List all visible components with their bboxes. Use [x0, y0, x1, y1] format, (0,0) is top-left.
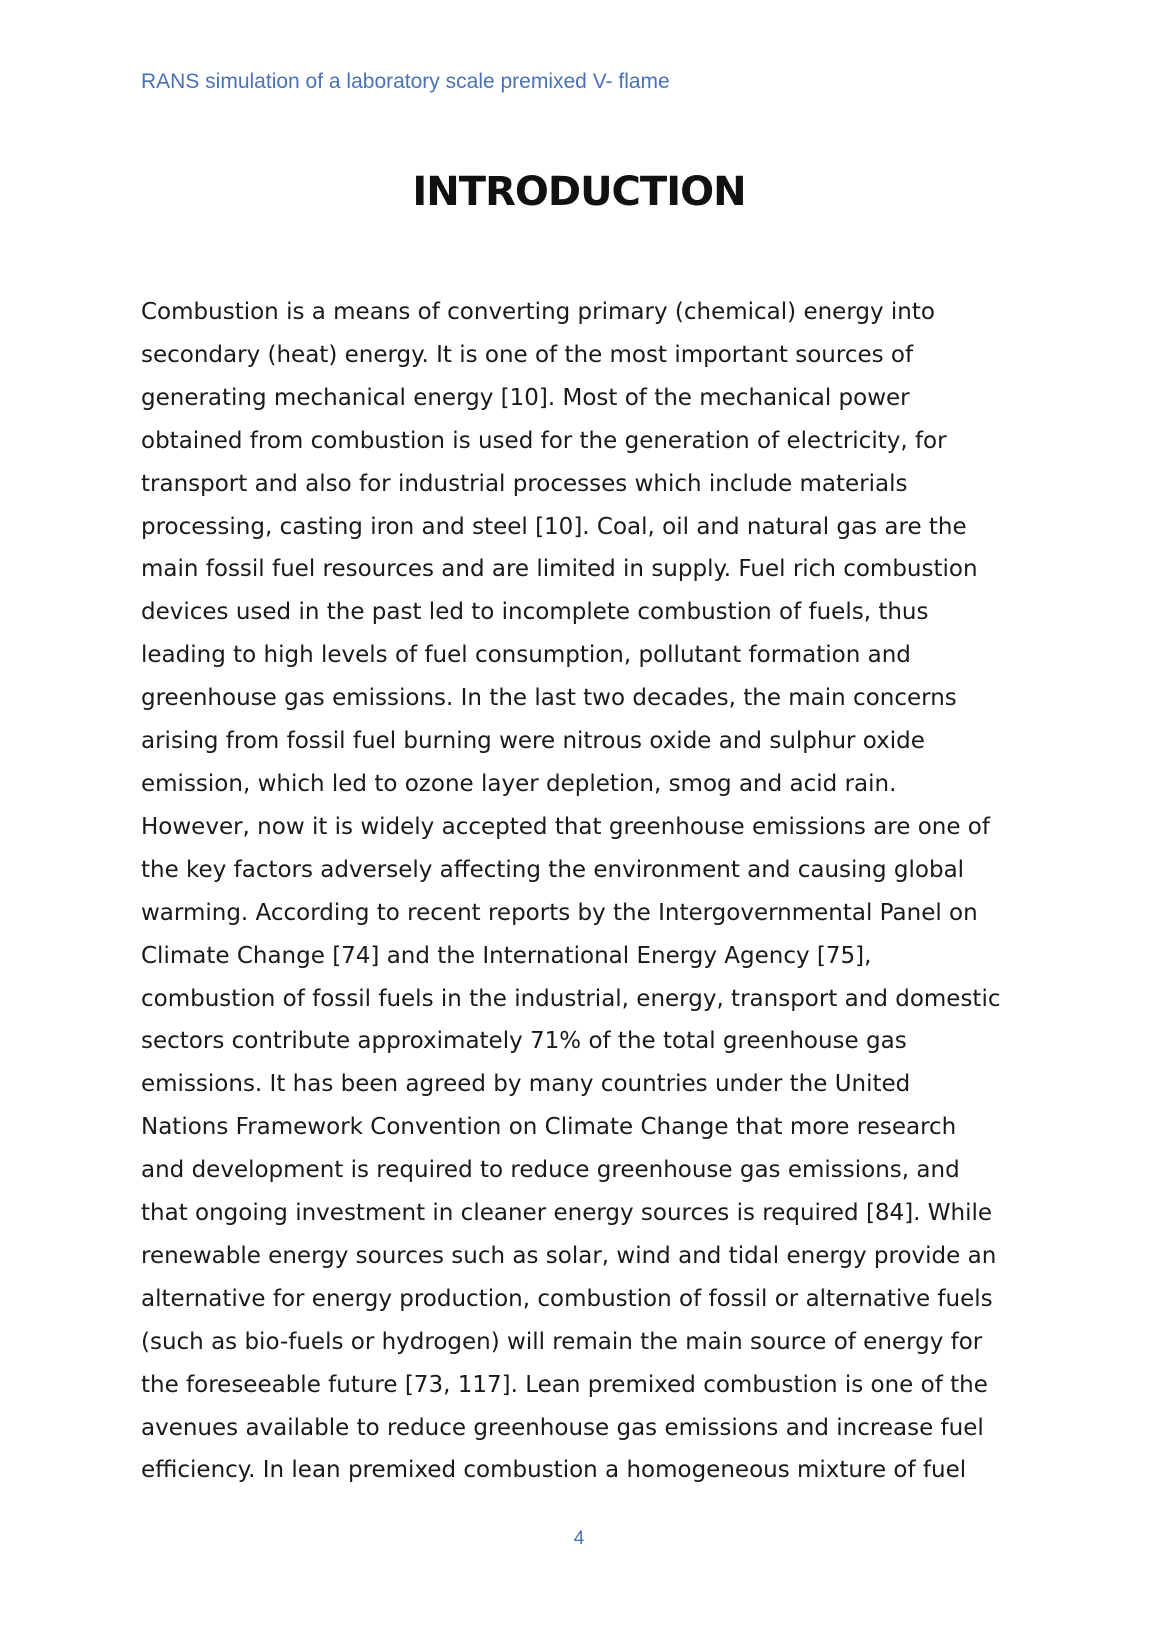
- text-line: greenhouse gas emissions. In the last two decades, the main concerns: [141, 685, 957, 712]
- body-paragraph: [141, 291, 1041, 1492]
- text-line: transport and also for industrial processes which include materials: [141, 470, 908, 497]
- text-line: processing, casting iron and steel [10]. Coal, oil and natural gas are the: [141, 513, 967, 540]
- text-line: obtained from combustion is used for the generation of electricity, for: [141, 427, 947, 454]
- text-line: secondary (heat) energy. It is one of the most important sources of: [141, 341, 914, 368]
- page-number: 4: [573, 1528, 585, 1549]
- text-line: arising from fossil fuel burning were nitrous oxide and sulphur oxide: [141, 728, 925, 755]
- text-line: Combustion is a means of converting primary (chemical) energy into: [141, 299, 935, 325]
- text-line: devices used in the past led to incomplete combustion of fuels, thus: [141, 599, 929, 626]
- text-line: generating mechanical energy [10]. Most of the mechanical power: [141, 384, 910, 411]
- text-line: (such as bio-fuels or hydrogen) will remain the main source of energy for: [141, 1328, 983, 1355]
- text-line: warming. According to recent reports by the Intergovernmental Panel on: [141, 899, 978, 926]
- text-line: leading to high levels of fuel consumption, pollutant formation and: [141, 642, 911, 669]
- text-line: Nations Framework Convention on Climate Change that more research: [141, 1114, 957, 1141]
- text-line: the foreseeable future [73, 117]. Lean premixed combustion is one of the: [141, 1371, 988, 1398]
- chapter-title: INTRODUCTION: [412, 168, 746, 215]
- text-line: renewable energy sources such as solar, wind and tidal energy provide an: [141, 1242, 997, 1269]
- text-line: emissions. It has been agreed by many countries under the United: [141, 1071, 911, 1098]
- text-line: main fossil fuel resources and are limited in supply. Fuel rich combustion: [141, 556, 978, 583]
- running-header: RANS simulation of a laboratory scale premixed V- flame: [141, 70, 670, 93]
- text-line: efficiency. In lean premixed combustion a homogeneous mixture of fuel: [141, 1457, 967, 1484]
- text-line: the key factors adversely affecting the environment and causing global: [141, 856, 965, 883]
- text-line: and development is required to reduce greenhouse gas emissions, and: [141, 1157, 960, 1184]
- text-line: combustion of fossil fuels in the industrial, energy, transport and domestic: [141, 985, 1001, 1012]
- text-line: However, now it is widely accepted that greenhouse emissions are one of: [141, 813, 990, 840]
- text-line: Climate Change [74] and the International Energy Agency [75],: [141, 942, 872, 969]
- text-line: alternative for energy production, combustion of fossil or alternative fuels: [141, 1285, 993, 1312]
- text-line: emission, which led to ozone layer depletion, smog and acid rain.: [141, 770, 897, 797]
- text-line: avenues available to reduce greenhouse gas emissions and increase fuel: [141, 1414, 984, 1441]
- text-line: that ongoing investment in cleaner energy sources is required [84]. While: [141, 1200, 993, 1227]
- text-line: sectors contribute approximately 71% of the total greenhouse gas: [141, 1028, 907, 1055]
